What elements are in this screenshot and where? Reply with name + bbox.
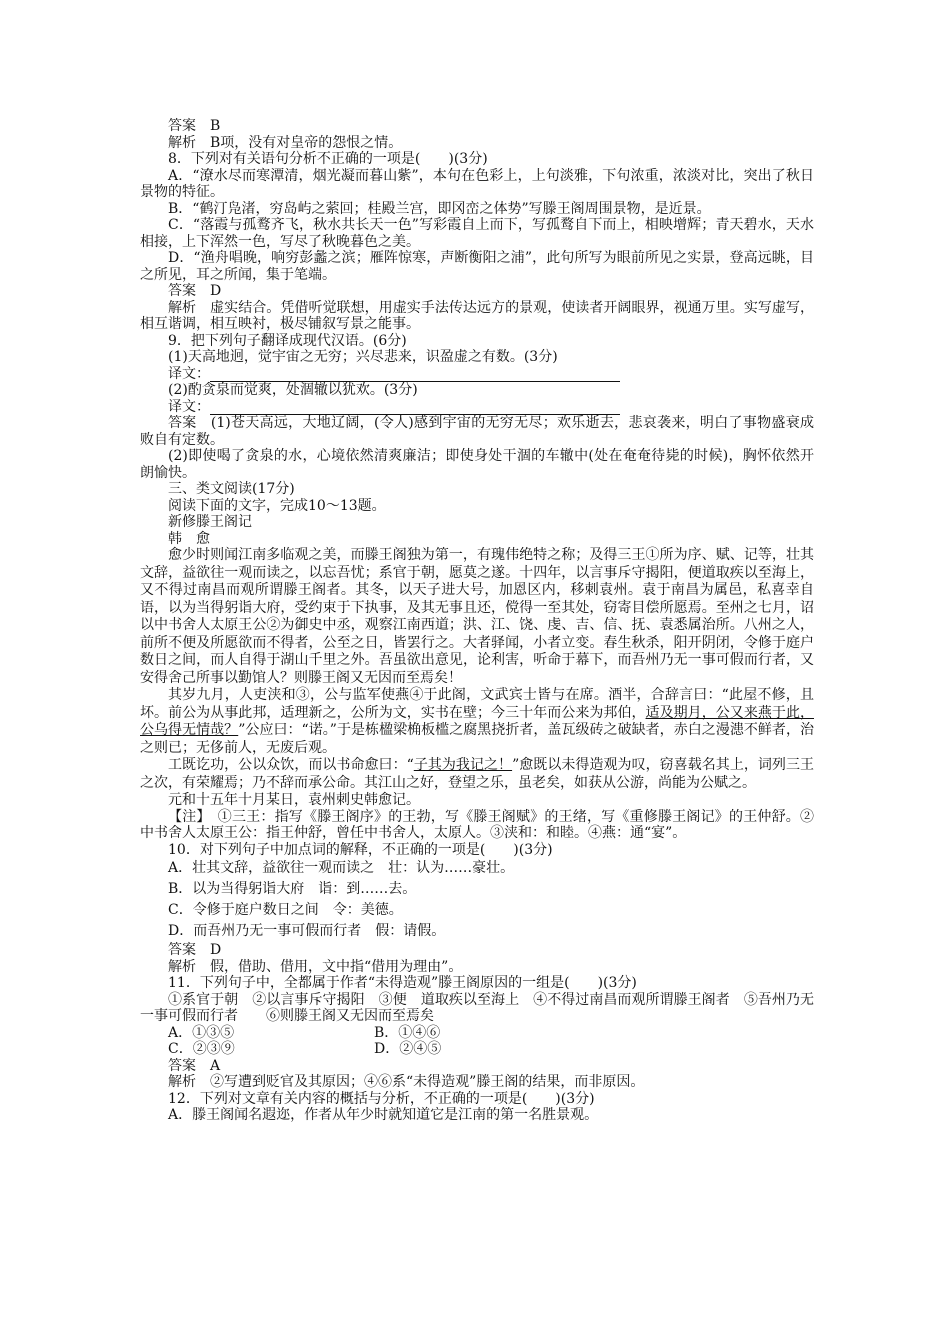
question-11-option-a: A．①③⑤ — [168, 1024, 235, 1041]
question-9-sentence-2: (2)酌贪泉而觉爽，处涸辙以犹欢。(3分) — [168, 382, 418, 398]
translation-label: 译文： — [168, 398, 210, 415]
section-3-heading: 三、类文阅读(17分) — [168, 481, 295, 497]
passage-paragraph-4: 元和十五年十月某日，袁州刺史韩愈记。 — [168, 792, 420, 808]
passage-title: 新修滕王阁记 — [168, 514, 252, 530]
section-3-instruction: 阅读下面的文字，完成10～13题。 — [168, 497, 386, 514]
paragraph-text: ”愈既以未得造观为叹，窃喜载名其上，词列三王之次，有荣耀焉；乃不辞而承公命。其江山之好，登望之乐，虽老矣，如获从公游，尚能为公赋之。 — [140, 757, 815, 791]
question-11-option-b: B．①④⑥ — [374, 1024, 441, 1041]
explanation-7: 解析 B项，没有对皇帝的怨恨之情。 — [168, 134, 403, 151]
question-8-option-a: A．“潦水尽而寒潭清，烟光凝而暮山紫”，本句在色彩上，上句淡雅，下句浓重，浓淡对比，突出了秋日景物的特征。 — [140, 167, 814, 200]
answer-11: 答案 A — [168, 1057, 221, 1074]
question-8-option-b: B．“鹤汀凫渚，穷岛屿之萦回；桂殿兰宫，即冈峦之体势”写滕王阁周围景物，是近景。 — [168, 200, 711, 217]
underlined-sentence: 子其为我记之！ — [413, 757, 513, 773]
question-12: 12．下列对文章有关内容的概括与分析，不正确的一项是( )(3分) — [168, 1090, 595, 1107]
question-10-option-d: D．而吾州乃无一事可假而行者 假：请假。 — [168, 923, 446, 939]
answer-10: 答案 D — [168, 942, 222, 958]
answer-blank — [210, 367, 620, 382]
question-9: 9．把下列句子翻译成现代汉语。(6分) — [168, 332, 407, 349]
passage-paragraph-1: 愈少时则闻江南多临观之美，而滕王阁独为第一，有瑰伟绝特之称；及得三王①所为序、赋、记等，壮其文辞，益欲往一观而读之，以忘吾忧；系官于朝，愿莫之遂。十四年，以言事斥守揭阳，便道取疾以至海上，又不得过南昌而观所谓滕王阁者。其冬，以天子进大号，加恩区内，移刺袁州。袁于南昌为属邑，私喜幸自语，以为当得躬诣大府，受约束于下执事，及其无事且还，傥得一至其处，窃寄目偿所愿焉。至州之七月，诏以中书舍人太原王公②为御史中丞，观察江南西道；洪、江、饶、虔、吉、信、抚、袁悉属治所。八州之人，前所不便及所愿欲而不得者，公至之日，皆罢行之。大者驿闻，小者立变。春生秋杀，阳开阴闭，令修于庭户数日之间，而人自得于湖山千里之外。吾虽欲出意见，论利害，听命于幕下，而吾州乃无一事可假而行者，又安得舍己所事以勤馆人？则滕王阁又无因而至焉矣！ — [140, 547, 814, 686]
question-11-option-c: C．②③⑨ — [168, 1041, 235, 1057]
question-8-option-c: C．“落霞与孤鹜齐飞，秋水共长天一色”写彩霞自上而下，写孤鹜自下而上，相映增辉；青天碧水，天水相接，上下浑然一色，写尽了秋晚暮色之美。 — [140, 217, 814, 250]
question-10: 10．对下列句子中加点词的解释，不正确的一项是( )(3分) — [168, 841, 553, 858]
underlined-sentence: 适及期月，公又来燕于此，公乌得无情哉？ — [140, 704, 814, 738]
passage-note: 【注】 ①三王：指写《滕王阁序》的王勃，写《滕王阁赋》的王绪，写《重修滕王阁记》的王仲舒。②中书舍人太原王公：指王仲舒，曾任中书舍人，太原人。③浃和：和睦。④燕：通“宴”。 — [140, 808, 814, 841]
translation-label: 译文： — [168, 365, 210, 382]
answer-8: 答案 D — [168, 283, 222, 299]
passage-paragraph-3 — [140, 757, 814, 792]
question-9-sentence-1: (1)天高地迥，觉宇宙之无穷；兴尽悲来，识盈虚之有数。(3分) — [168, 349, 558, 365]
passage-author: 韩 愈 — [168, 530, 210, 547]
question-8-option-d: D．“渔舟唱晚，响穷彭蠡之滨；雁阵惊寒，声断衡阳之浦”，此句所写为眼前所见之实景，登高远眺，目之所见，耳之所闻，集于笔端。 — [140, 250, 814, 283]
paragraph-text: ”公应曰：“诺。”于是栋楹梁桷板槛之腐黑挠折者，盖瓦级砖之破缺者，赤白之漫漶不鲜者，治之则已；无侈前人，无废后观。 — [140, 722, 814, 756]
paragraph-text: 其岁九月，人吏浃和③，公与监军使燕④于此阁，文武宾士皆与在席。酒半，合辞言曰：“此屋不修，且坏。前公为从事此邦，适理新之，公所为文，实书在壁；今三十年而公来为邦伯， — [140, 687, 814, 721]
question-11-option-d: D．②④⑤ — [374, 1041, 442, 1057]
question-10-option-c: C．令修于庭户数日之间 令：美德。 — [168, 902, 403, 918]
answer-7: 答案 B — [168, 118, 221, 134]
explanation-11: 解析 ②写遭到贬官及其原因；④⑥系“未得造观”滕王阁的结果，而非原因。 — [168, 1074, 645, 1090]
question-11-items: ①系官于朝 ②以言事斥守揭阳 ③便 道取疾以至海上 ④不得过南昌而观所谓滕王阁者 ⑤吾州乃无一事可假而行者 ⑥则滕王阁又无因而至焉矣 — [140, 991, 814, 1024]
question-8: 8．下列对有关语句分析不正确的一项是( )(3分) — [168, 151, 488, 167]
document-body — [140, 118, 814, 1124]
translation-line-2 — [140, 399, 814, 416]
question-11-options-row-1 — [140, 1025, 814, 1042]
translation-line-1 — [140, 366, 814, 383]
question-11: 11．下列句子中，全都属于作者“未得造观”滕王阁原因的一组是( )(3分) — [168, 975, 637, 991]
explanation-8: 解析 虚实结合。凭借听觉联想，用虚实手法传达远方的景观，使读者开阔眼界，视通万里。实写虚写，相互谐调，相互映衬，极尽铺叙写景之能事。 — [140, 299, 814, 332]
paragraph-text: 工既讫功，公以众饮，而以书命愈曰：“ — [168, 757, 414, 773]
question-10-option-a: A．壮其文辞，益欲往一观而读之 壮：认为……豪壮。 — [168, 860, 515, 876]
answer-blank — [210, 400, 620, 415]
question-12-option-a: A．滕王阁闻名遐迩，作者从年少时就知道它是江南的第一名胜景观。 — [168, 1107, 599, 1123]
question-10-option-b: B．以为当得躬诣大府 诣：到……去。 — [168, 881, 417, 897]
passage-paragraph-2 — [140, 687, 814, 757]
answer-9-1: 答案 (1)苍天高远，大地辽阔，(令人)感到宇宙的无穷无尽；欢乐逝去，悲哀袭来，明白了事物盛衰成败自有定数。 — [140, 415, 814, 448]
answer-9-2: (2)即使喝了贪泉的水，心境依然清爽廉洁；即使身处干涸的车辙中(处在奄奄待毙的时候)，胸怀依然开朗愉快。 — [140, 448, 814, 481]
question-11-options-row-2 — [140, 1041, 814, 1058]
explanation-10: 解析 假，借助、借用，文中指“借用为理由”。 — [168, 958, 463, 975]
